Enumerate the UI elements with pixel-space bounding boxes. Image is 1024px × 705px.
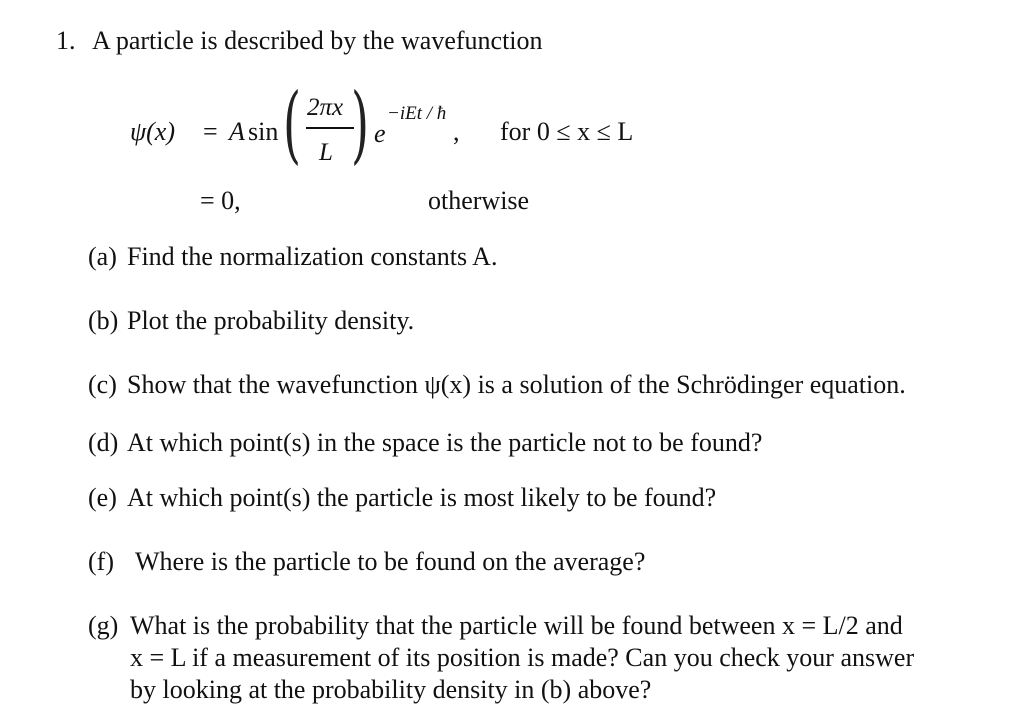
part-text-continued: x = L if a measurement of its position is made? Can you check your answer [130,643,915,672]
equation-comma: , [453,117,460,146]
part-label: (b) [88,306,119,335]
part-text: Plot the probability density. [127,306,415,335]
part-label: (e) [88,483,117,512]
fraction-denominator: L [319,139,333,166]
left-paren: ( [283,75,302,173]
part-text: Where is the particle to be found on the average? [135,547,646,576]
fraction-bar [306,127,354,129]
part-label: (g) [88,611,119,640]
part-label: (c) [88,370,117,399]
part-text: Find the normalization constants A. [127,242,498,271]
equation-condition: for 0 ≤ x ≤ L [500,117,634,146]
right-paren: ) [351,75,370,173]
problem-intro: A particle is described by the wavefunction [92,26,543,55]
equation-amplitude: A [229,117,245,146]
part-label: (a) [88,242,117,271]
equation-line2-condition: otherwise [428,186,530,215]
problem-number: 1. [56,26,76,55]
equation-lhs: ψ(x) [130,117,176,146]
exponent: −iEt / ħ [387,103,447,124]
equation-equals: = [203,117,218,146]
part-text-continued-2: by looking at the probability density in (b) above? [130,675,652,704]
part-text: At which point(s) the particle is most likely to be found? [127,483,717,512]
part-label: (f) [88,547,114,576]
equation-sin: sin [248,117,279,146]
equation-line2-lhs: = 0, [200,186,241,215]
part-text: At which point(s) in the space is the particle not to be found? [127,428,763,457]
part-text: What is the probability that the particle will be found between x = L/2 and [130,611,903,640]
exponential-base: e [374,119,386,148]
fraction-numerator: 2πx [307,94,344,121]
part-label: (d) [88,428,119,457]
part-text: Show that the wavefunction ψ(x) is a solution of the Schrödinger equation. [127,370,906,399]
